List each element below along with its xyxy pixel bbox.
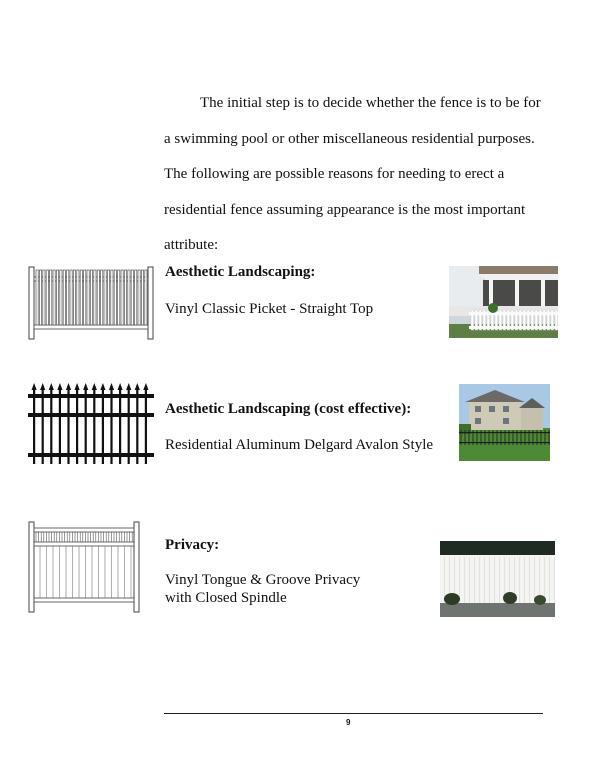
vinyl-picket-porch-photo [449,266,558,338]
intro-line: The initial step is to decide whether the fence is to be for [200,95,541,111]
footer-rule [164,713,543,714]
privacy-fence-drawing [28,520,142,614]
section-description: Residential Aluminum Delgard Avalon Style [165,437,434,453]
intro-paragraph [164,86,544,264]
intro-line: The following are possible reasons for needing to erect a [164,166,505,182]
aluminum-fence-drawing [28,382,154,464]
section-description: Vinyl Tongue & Groove Privacy [165,572,361,588]
intro-line: residential fence assuming appearance is the most important [164,201,526,218]
section-heading: Aesthetic Landscaping: [165,264,316,280]
intro-line: a swimming pool or other miscellaneous residential purposes. [164,130,535,147]
section-heading: Privacy: [165,537,220,553]
intro-line: attribute: [164,237,219,253]
privacy-fence-photo [440,541,555,617]
vinyl-picket-fence-drawing [28,265,154,341]
section-description: Vinyl Classic Picket - Straight Top [165,301,374,317]
section-heading: Aesthetic Landscaping (cost effective): [165,401,412,417]
page-number: 9 [346,718,351,727]
aluminum-fence-house-photo [459,384,550,461]
section-description: with Closed Spindle [165,590,287,606]
